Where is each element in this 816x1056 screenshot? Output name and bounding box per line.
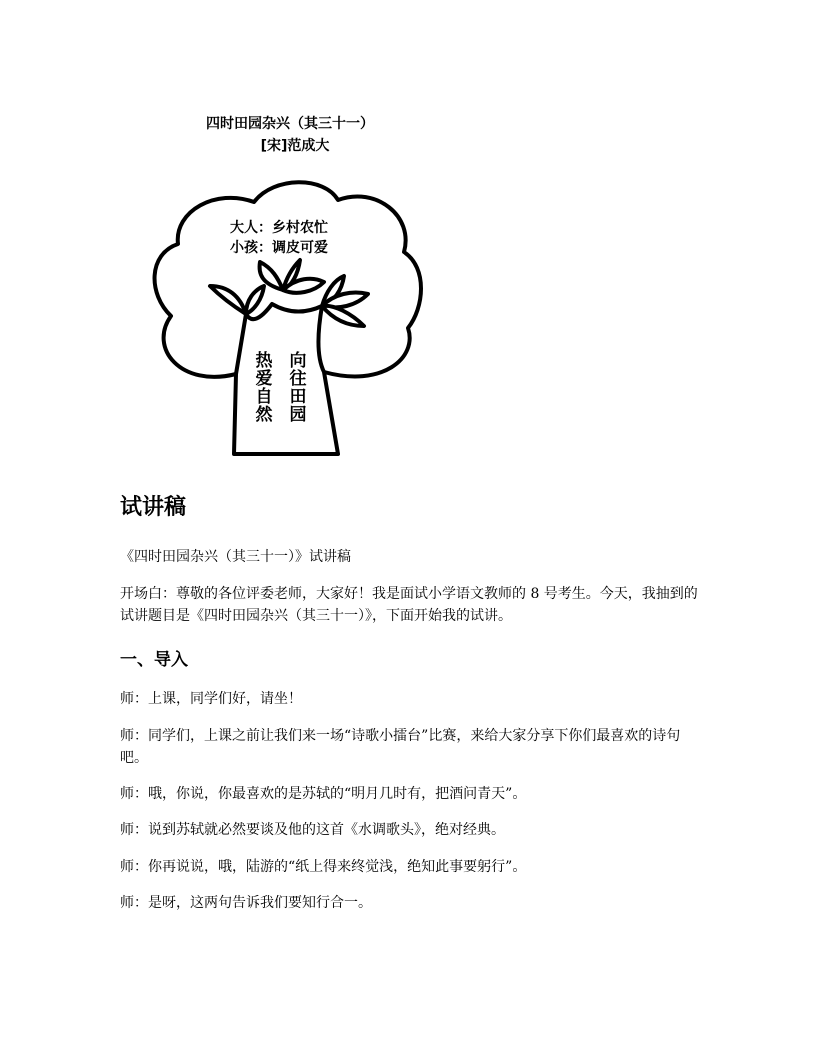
dialogue-paragraph: 师：上课，同学们好，请坐！	[120, 691, 302, 707]
trunk-char: 自	[255, 387, 273, 407]
dialogue-paragraph: 师：同学们，上课之前让我们来一场“诗歌小擂台”比赛，来给大家分享下你们最喜欢的诗句吧。	[120, 728, 681, 766]
trunk-char: 园	[289, 405, 307, 425]
dialogue-paragraph: 师：哦，你说，你最喜欢的是苏轼的“明月几时有，把酒问青天”。	[120, 786, 527, 802]
document-subtitle: 《四时田园杂兴（其三十一）》试讲稿	[120, 549, 351, 565]
trunk-char: 然	[255, 405, 273, 425]
poem-author: [宋]范成大	[260, 138, 330, 154]
crown-label-adult: 大人：乡村农忙	[230, 220, 328, 236]
opening-paragraph: 开场白：尊敬的各位评委老师，大家好！我是面试小学语文教师的 8 号考生。今天，我抽到的试讲题目是《四时田园杂兴（其三十一）》，下面开始我的试讲。	[120, 586, 698, 624]
trunk-char: 热	[255, 351, 273, 371]
section-title-intro: 一、导入	[120, 650, 188, 670]
tree-trunk	[234, 304, 338, 454]
dialogue-paragraph: 师：你再说说，哦，陆游的“纸上得来终觉浅，绝知此事要躬行”。	[120, 859, 527, 875]
trunk-char: 爱	[255, 369, 273, 389]
document-heading: 试讲稿	[120, 495, 187, 520]
poem-title: 四时田园杂兴（其三十一）	[206, 116, 374, 132]
tree-diagram	[146, 176, 426, 458]
dialogue-paragraph: 师：说到苏轼就必然要谈及他的这首《水调歌头》，绝对经典。	[120, 822, 505, 838]
trunk-char: 往	[289, 369, 307, 389]
dialogue-paragraph: 师：是呀，这两句告诉我们要知行合一。	[120, 895, 372, 911]
trunk-char: 田	[289, 387, 307, 407]
crown-label-child: 小孩：调皮可爱	[230, 240, 328, 256]
trunk-char: 向	[289, 351, 307, 371]
